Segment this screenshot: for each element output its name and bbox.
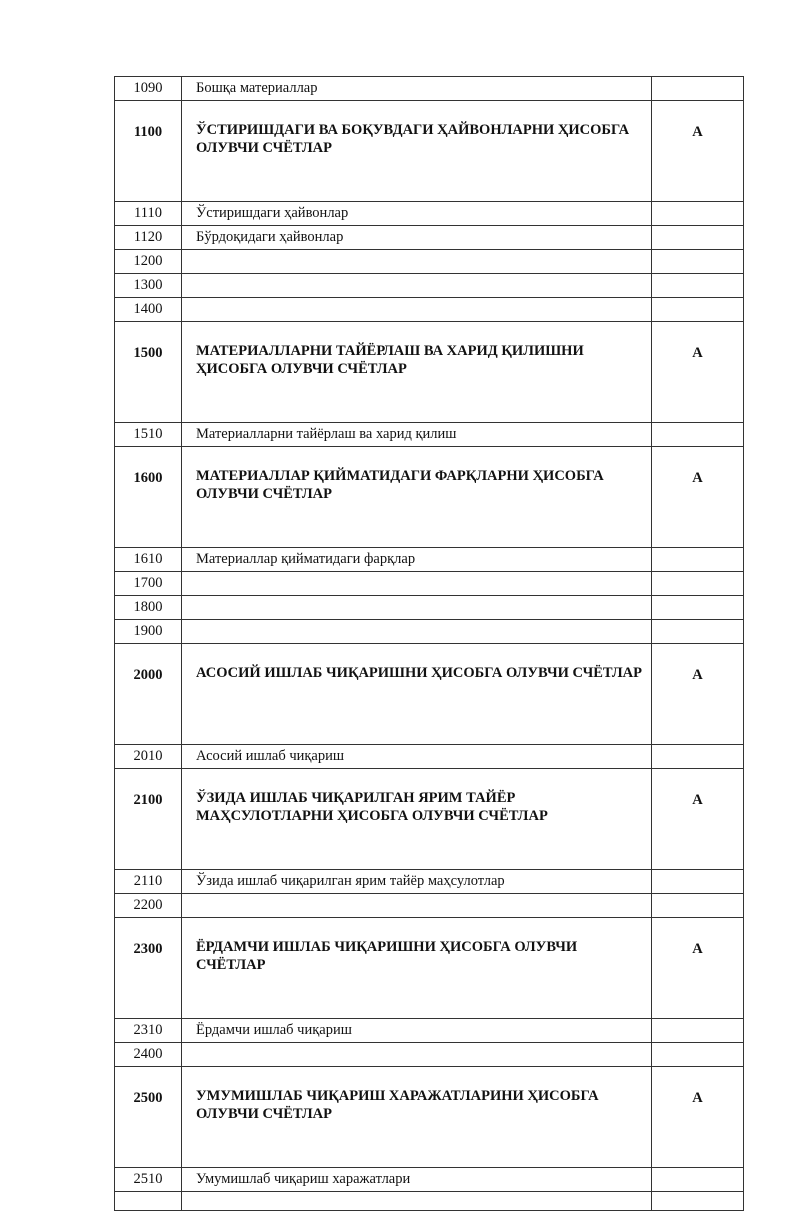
account-type-cell: А xyxy=(652,918,744,1019)
account-code-cell: 1120 xyxy=(115,226,182,250)
account-name-cell: Материалларни тайёрлаш ва харид қилиш xyxy=(182,423,652,447)
table-row xyxy=(115,572,744,596)
account-name-cell: Асосий ишлаб чиқариш xyxy=(182,745,652,769)
account-name-cell xyxy=(182,1043,652,1067)
account-code-cell: 2500 xyxy=(115,1067,182,1168)
section-header-row xyxy=(115,769,744,870)
account-code-cell: 2100 xyxy=(115,769,182,870)
accounts-table xyxy=(114,76,744,1211)
account-code-cell: 2300 xyxy=(115,918,182,1019)
account-code-cell: 1400 xyxy=(115,298,182,322)
table-row xyxy=(115,298,744,322)
account-type-cell xyxy=(652,226,744,250)
account-type-cell xyxy=(652,548,744,572)
account-name-cell xyxy=(182,572,652,596)
table-row xyxy=(115,202,744,226)
account-type-cell: А xyxy=(652,644,744,745)
account-code-cell: 1600 xyxy=(115,447,182,548)
account-code-cell: 2200 xyxy=(115,894,182,918)
section-header-row xyxy=(115,447,744,548)
account-type-cell xyxy=(652,77,744,101)
account-code-cell: 1200 xyxy=(115,250,182,274)
account-name-cell xyxy=(182,274,652,298)
account-type-cell: А xyxy=(652,769,744,870)
account-code-cell: 1110 xyxy=(115,202,182,226)
account-code-cell: 1500 xyxy=(115,322,182,423)
account-type-cell xyxy=(652,620,744,644)
table-row xyxy=(115,596,744,620)
account-code-cell: 1800 xyxy=(115,596,182,620)
table-row xyxy=(115,620,744,644)
table-row xyxy=(115,548,744,572)
table-row xyxy=(115,274,744,298)
account-type-cell xyxy=(652,1019,744,1043)
account-code-cell: 2510 xyxy=(115,1168,182,1192)
account-type-cell xyxy=(652,596,744,620)
account-code-cell: 2110 xyxy=(115,870,182,894)
account-name-cell: ЎСТИРИШДАГИ ВА БОҚУВДАГИ ҲАЙВОНЛАРНИ ҲИСОБГА ОЛУВЧИ СЧЁТЛАР xyxy=(182,101,652,202)
account-name-cell: МАТЕРИАЛЛАРНИ ТАЙЁРЛАШ ВА ХАРИД ҚИЛИШНИ ҲИСОБГА ОЛУВЧИ СЧЁТЛАР xyxy=(182,322,652,423)
account-name-cell: Ўстиришдаги ҳайвонлар xyxy=(182,202,652,226)
account-name-cell xyxy=(182,298,652,322)
table-row xyxy=(115,894,744,918)
account-type-cell xyxy=(652,572,744,596)
account-name-cell: МАТЕРИАЛЛАР ҚИЙМАТИДАГИ ФАРҚЛАРНИ ҲИСОБГА ОЛУВЧИ СЧЁТЛАР xyxy=(182,447,652,548)
section-header-row xyxy=(115,101,744,202)
account-name-cell xyxy=(182,596,652,620)
account-name-cell: Материаллар қийматидаги фарқлар xyxy=(182,548,652,572)
table-row xyxy=(115,77,744,101)
account-type-cell xyxy=(652,1168,744,1192)
account-name-cell: Умумишлаб чиқариш харажатлари xyxy=(182,1168,652,1192)
account-code-cell: 1510 xyxy=(115,423,182,447)
account-name-cell: Бўрдоқидаги ҳайвонлар xyxy=(182,226,652,250)
account-type-cell: А xyxy=(652,1067,744,1168)
table-row xyxy=(115,1043,744,1067)
account-name-cell xyxy=(182,894,652,918)
table-row xyxy=(115,745,744,769)
account-type-cell xyxy=(652,745,744,769)
account-code-cell: 1090 xyxy=(115,77,182,101)
account-type-cell xyxy=(652,1043,744,1067)
section-header-row xyxy=(115,322,744,423)
section-header-row xyxy=(115,644,744,745)
account-code-cell: 2010 xyxy=(115,745,182,769)
account-type-cell: А xyxy=(652,322,744,423)
account-name-cell: УМУМИШЛАБ ЧИҚАРИШ ХАРАЖАТЛАРИНИ ҲИСОБГА ОЛУВЧИ СЧЁТЛАР xyxy=(182,1067,652,1168)
table-row xyxy=(115,1019,744,1043)
account-code-cell: 1300 xyxy=(115,274,182,298)
table-row xyxy=(115,1192,744,1211)
account-type-cell xyxy=(652,423,744,447)
account-type-cell: А xyxy=(652,447,744,548)
account-name-cell xyxy=(182,1192,652,1211)
table-row xyxy=(115,870,744,894)
account-type-cell xyxy=(652,202,744,226)
account-name-cell: ЎЗИДА ИШЛАБ ЧИҚАРИЛГАН ЯРИМ ТАЙЁР МАҲСУЛОТЛАРНИ ҲИСОБГА ОЛУВЧИ СЧЁТЛАР xyxy=(182,769,652,870)
account-type-cell xyxy=(652,274,744,298)
account-type-cell xyxy=(652,250,744,274)
table-body xyxy=(115,77,744,1211)
account-name-cell: Бошқа материаллар xyxy=(182,77,652,101)
account-type-cell xyxy=(652,870,744,894)
account-type-cell xyxy=(652,1192,744,1211)
table-row xyxy=(115,226,744,250)
account-name-cell: АСОСИЙ ИШЛАБ ЧИҚАРИШНИ ҲИСОБГА ОЛУВЧИ СЧЁТЛАР xyxy=(182,644,652,745)
section-header-row xyxy=(115,1067,744,1168)
account-name-cell: Ёрдамчи ишлаб чиқариш xyxy=(182,1019,652,1043)
account-code-cell: 2000 xyxy=(115,644,182,745)
account-name-cell: ЁРДАМЧИ ИШЛАБ ЧИҚАРИШНИ ҲИСОБГА ОЛУВЧИ СЧЁТЛАР xyxy=(182,918,652,1019)
section-header-row xyxy=(115,918,744,1019)
account-type-cell xyxy=(652,894,744,918)
account-name-cell xyxy=(182,620,652,644)
account-code-cell: 2310 xyxy=(115,1019,182,1043)
account-type-cell: А xyxy=(652,101,744,202)
account-code-cell: 1610 xyxy=(115,548,182,572)
account-name-cell: Ўзида ишлаб чиқарилган ярим тайёр маҳсулотлар xyxy=(182,870,652,894)
account-code-cell: 1100 xyxy=(115,101,182,202)
account-code-cell: 2400 xyxy=(115,1043,182,1067)
account-code-cell: 1900 xyxy=(115,620,182,644)
table-row xyxy=(115,1168,744,1192)
table-row xyxy=(115,250,744,274)
account-type-cell xyxy=(652,298,744,322)
account-code-cell: 1700 xyxy=(115,572,182,596)
account-code-cell xyxy=(115,1192,182,1211)
account-name-cell xyxy=(182,250,652,274)
table-row xyxy=(115,423,744,447)
